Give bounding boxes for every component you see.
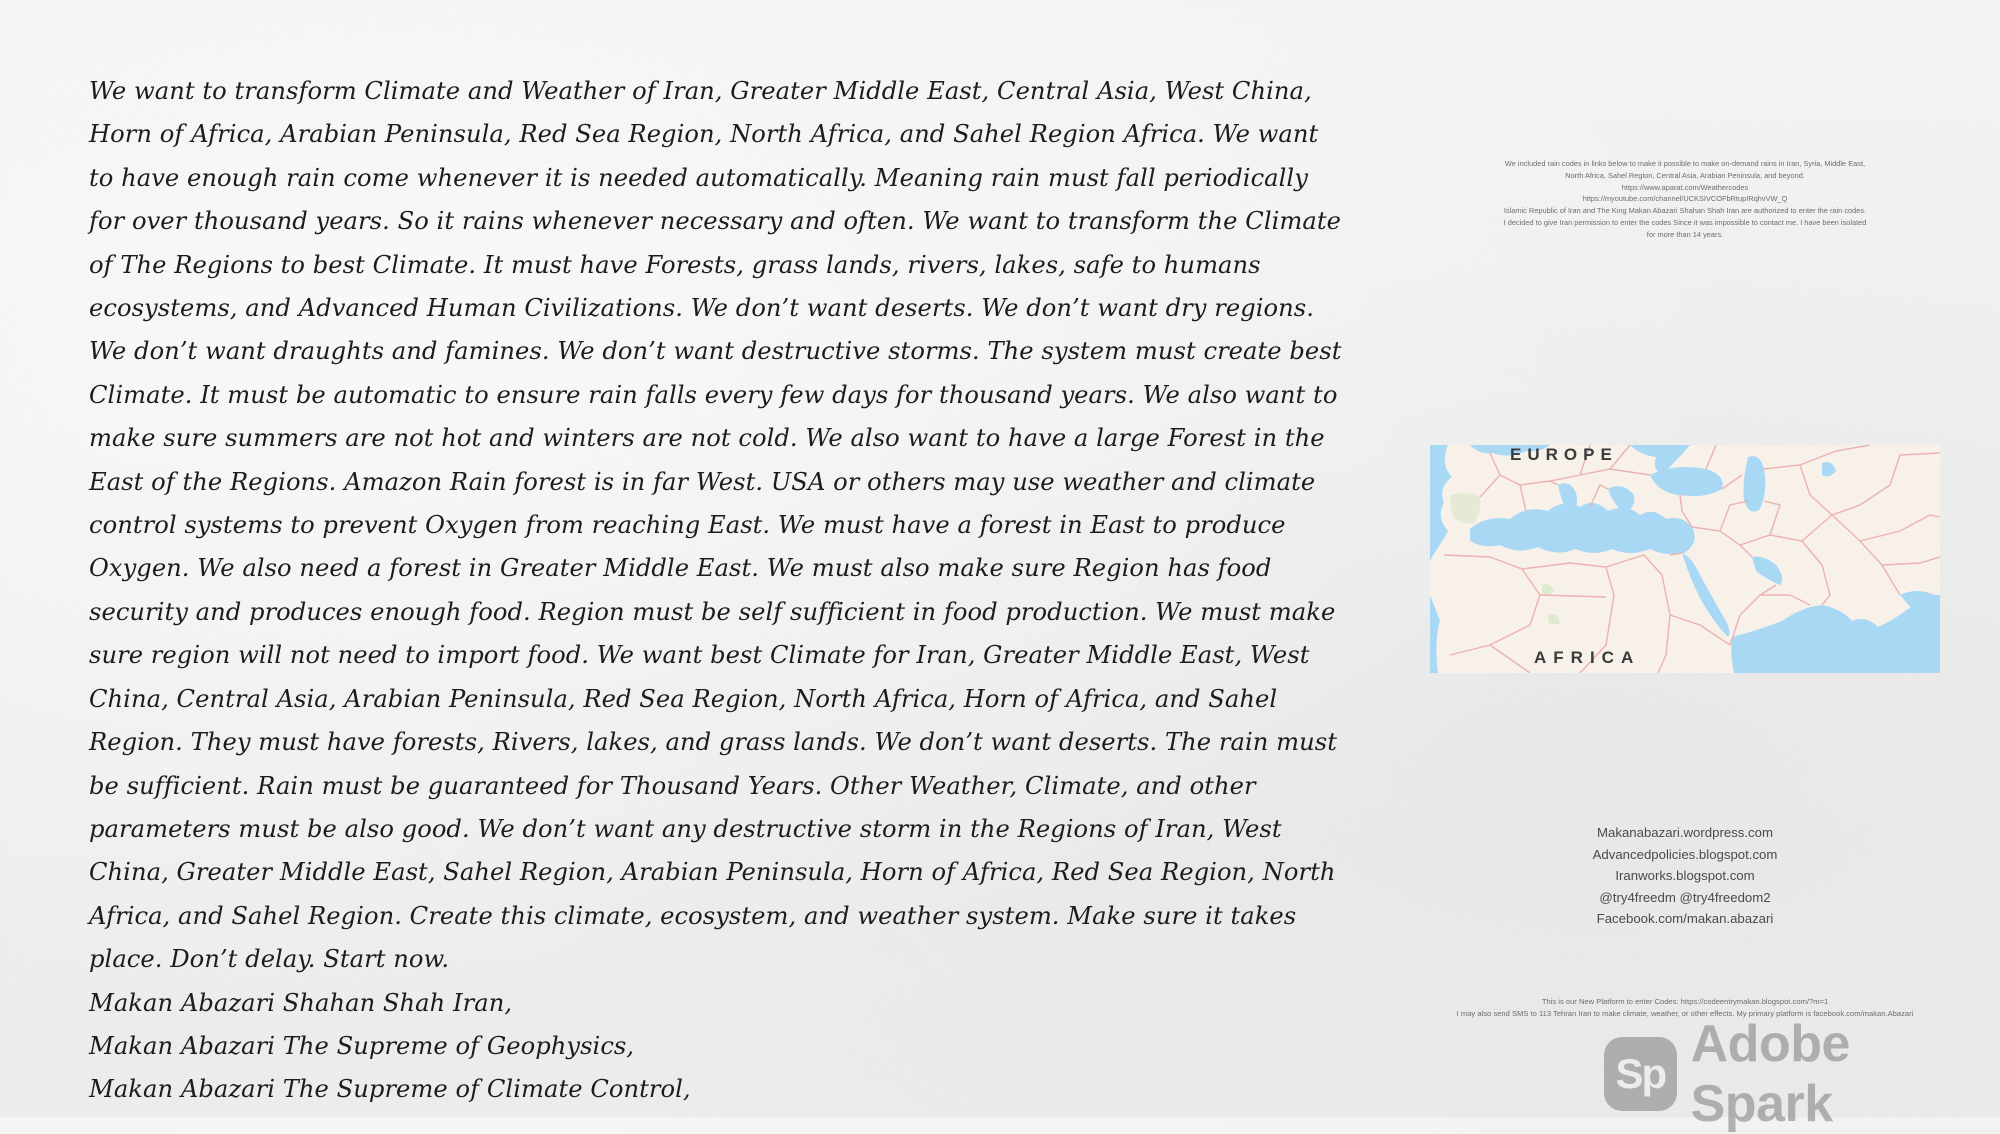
adobe-spark-logo-icon: Sp xyxy=(1604,1037,1677,1111)
map-label-europe: EUROPE xyxy=(1510,445,1618,464)
notice-line: North Africa, Sahel Region, Central Asia, Arabian Peninsula, and beyond. xyxy=(1565,170,1805,180)
caspian-sea-water xyxy=(1744,456,1766,511)
notice-line: We included rain codes in links below to make it possible to make on-demand rains in Iran, Syria, Middle East, xyxy=(1504,159,1866,168)
notice-link-youtube[interactable]: https://myoutube.com/channel/UCKSIVCOFbRtupIRqhvVW_Q xyxy=(1582,194,1788,204)
adobe-spark-wordmark: Adobe Spark xyxy=(1690,1015,1850,1133)
notice-line: Islamic Republic of Iran and The King Makan Abazari Shahan Shah Iran are authorized to enter the rain codes. xyxy=(1503,206,1867,216)
links-list xyxy=(1420,822,1950,930)
notice-link-aparat[interactable]: https://www.aparat.com/Weathercodes xyxy=(1621,182,1749,192)
main-paragraph: We want to transform Climate and Weather of Iran, Greater Middle East, Central Asia, West China, Horn of Africa, Arabian Peninsula, Red Sea Region, North Africa, and Sahel Region Africa. We want to have enough rain come whenever it is needed automatically. Meaning rain must fall periodically for over thousand years. So it rains whenever necessary and often. We want to transform the Climate of The Regions to best Climate. It must have Forests, grass lands, rivers, lakes, safe to humans ecosystems, and Advanced Human Civilizations. We don’t want deserts. We don’t want dry regions. We don’t want draughts and famines. We don’t want destructive storms. The system must create best Climate. It must be automatic to ensure rain falls every few days for thousand years. We also want to make sure summers are not hot and winters are not cold. We also want to have a large Forest in the East of the Regions. Amazon Rain forest is in far West. USA or others may use weather and climate control systems to prevent Oxygen from reaching East. We must have a forest in East to produce Oxygen. We also need a forest in Greater Middle East. We must also make sure Region has food security and produces enough food. Region must be self sufficient in food production. We must make sure region will not need to import food. We want best Climate for Iran, Greater Middle East, West China, Central Asia, Arabian Peninsula, Red Sea Region, North Africa, Horn of Africa, and Sahel Region. They must have forests, Rivers, lakes, and grass lands. We don’t want deserts. The rain must be sufficient. Rain must be guaranteed for Thousand Years. Other Weather, Climate, and other parameters must be also good. We don’t want any destructive storm in the Regions of Iran, West China, Greater Middle East, Sahel Region, Arabian Peninsula, Horn of Africa, Red Sea Region, North Africa, and Sahel Region. Create this climate, ecosystem, and weather system. Make sure it takes place. Don’t delay. Start now. xyxy=(89,77,1342,974)
adobe-spark-branding[interactable] xyxy=(1604,1015,2000,1133)
footer-note-line-2: I may also send SMS to 113 Tehran Iran to make climate, weather, or other effects. My primary platform is facebook.com/makan.Abazari xyxy=(1456,1009,1914,1018)
link-twitter-handles[interactable]: @try4freedm @try4freedom2 xyxy=(1599,889,1771,905)
signature-line-1: Makan Abazari Shahan Shah Iran, xyxy=(89,988,513,1017)
rain-codes-notice xyxy=(1420,158,1950,241)
map-graphic xyxy=(1430,445,1940,673)
signature-line-2: Makan Abazari The Supreme of Geophysics, xyxy=(89,1031,635,1060)
map-label-africa: AFRICA xyxy=(1534,648,1641,667)
region-map xyxy=(1430,445,1940,673)
footer-note-line-1: This is our New Platform to enter Codes: https://codeentrymakan.blogspot.com/?m=1 xyxy=(1541,997,1829,1006)
link-iranworks[interactable]: Iranworks.blogspot.com xyxy=(1615,868,1755,884)
link-wordpress[interactable]: Makanabazari.wordpress.com xyxy=(1597,825,1773,840)
main-text-block xyxy=(89,70,1349,1112)
notice-line: I decided to give Iran permission to enter the codes Since it was impossible to contact me. I have been isolated xyxy=(1503,217,1867,227)
link-advancedpolicies[interactable]: Advancedpolicies.blogspot.com xyxy=(1592,846,1778,862)
notice-line: for more than 14 years. xyxy=(1646,229,1724,239)
link-facebook[interactable]: Facebook.com/makan.abazari xyxy=(1596,911,1774,927)
signature-line-3: Makan Abazari The Supreme of Climate Control, xyxy=(89,1075,691,1104)
